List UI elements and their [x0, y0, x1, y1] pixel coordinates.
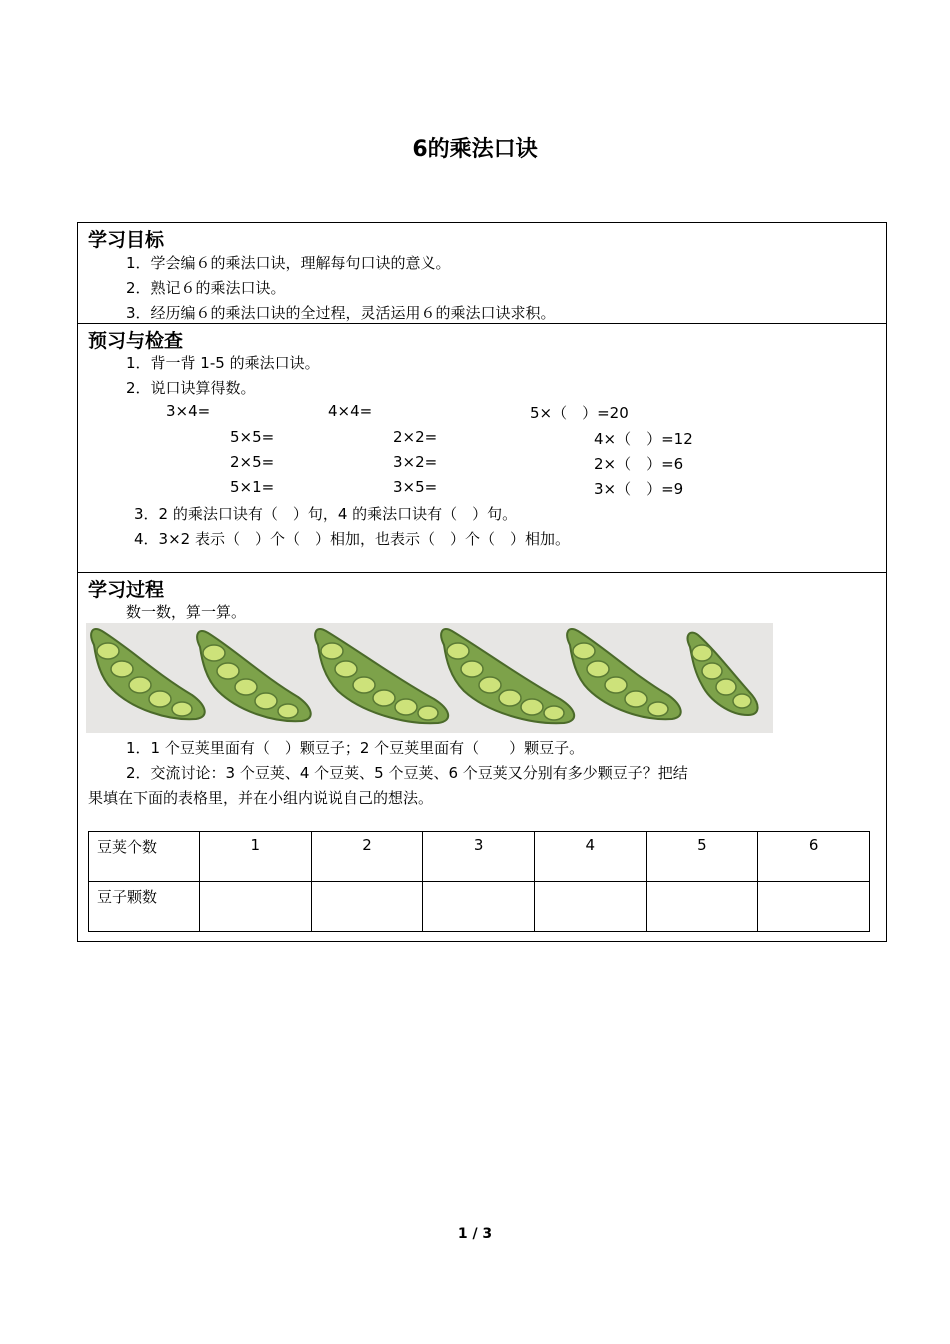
pod-count-5: 5	[646, 832, 758, 882]
pod-count-3: 3	[423, 832, 535, 882]
preview-item-2: 2．说口诀算得数。	[126, 379, 256, 397]
bean-pod-1	[91, 629, 205, 719]
preview-heading: 预习与检查	[88, 330, 184, 352]
bean-pod-5	[567, 629, 681, 719]
preview-section	[78, 324, 886, 573]
calc-3x2: 3×2=	[393, 453, 438, 471]
process-q2-line1: 2．交流讨论：3 个豆荚、4 个豆荚、5 个豆荚、6 个豆荚又分别有多少颗豆子？把结	[126, 764, 688, 782]
process-intro: 数一数，算一算。	[126, 603, 247, 621]
calc-5x1: 5×1=	[230, 478, 275, 496]
calc-2xblank: 2×（ ）=6	[594, 455, 684, 473]
pod-count-2: 2	[311, 832, 423, 882]
preview-item-1: 1．背一背 1-5 的乘法口诀。	[126, 354, 320, 372]
bean-pod-2	[197, 631, 311, 721]
goal-item-3: 3．经历编６的乘法口诀的全过程，灵活运用６的乘法口诀求积。	[126, 304, 556, 322]
process-section	[78, 573, 886, 941]
bean-pods-illustration	[86, 623, 773, 733]
calc-5x5: 5×5=	[230, 428, 275, 446]
calc-3x4: 3×4=	[166, 402, 211, 420]
calc-4xblank: 4×（ ）=12	[594, 430, 693, 448]
goals-heading: 学习目标	[88, 229, 165, 251]
process-q2-line2: 果填在下面的表格里，并在小组内说说自己的想法。	[88, 789, 434, 807]
bean-count-cell-2[interactable]	[311, 882, 423, 932]
calc-2x2: 2×2=	[393, 428, 438, 446]
process-heading: 学习过程	[88, 579, 165, 601]
bean-pod-3	[315, 629, 448, 723]
calc-3xblank: 3×（ ）=9	[594, 480, 684, 498]
row-label-beans: 豆子颗数	[89, 882, 200, 932]
bean-count-cell-3[interactable]	[423, 882, 535, 932]
process-q1: 1．1 个豆荚里面有（ ）颗豆子；2 个豆荚里面有（ ）颗豆子。	[126, 739, 585, 757]
worksheet-frame	[77, 222, 887, 942]
bean-pod-4	[441, 629, 574, 723]
preview-item-3: 3．2 的乘法口诀有（ ）句，4 的乘法口诀有（ ）句。	[134, 505, 518, 523]
bean-pods-image	[86, 623, 773, 733]
calc-2x5: 2×5=	[230, 453, 275, 471]
calc-4x4: 4×4=	[328, 402, 373, 420]
preview-item-4: 4．3×2 表示（ ）个（ ）相加，也表示（ ）个（ ）相加。	[134, 530, 570, 548]
table-row	[89, 882, 870, 932]
row-label-pods: 豆荚个数	[89, 832, 200, 882]
bean-count-cell-4[interactable]	[534, 882, 646, 932]
bean-count-cell-1[interactable]	[200, 882, 312, 932]
pod-count-4: 4	[534, 832, 646, 882]
page-title: 6的乘法口诀	[412, 137, 538, 162]
goal-item-2: 2．熟记６的乘法口诀。	[126, 279, 286, 297]
calc-3x5: 3×5=	[393, 478, 438, 496]
bean-count-table	[88, 831, 870, 932]
pod-count-1: 1	[200, 832, 312, 882]
pod-count-6: 6	[758, 832, 870, 882]
goal-item-1: 1．学会编６的乘法口诀，理解每句口诀的意义。	[126, 254, 451, 272]
page-number: 1 / 3	[457, 1226, 493, 1242]
bean-count-cell-5[interactable]	[646, 882, 758, 932]
goals-section	[78, 223, 886, 324]
bean-pod-6	[688, 633, 758, 715]
table-row	[89, 832, 870, 882]
calc-5xblank: 5×（ ）=20	[530, 404, 629, 422]
bean-count-cell-6[interactable]	[758, 882, 870, 932]
